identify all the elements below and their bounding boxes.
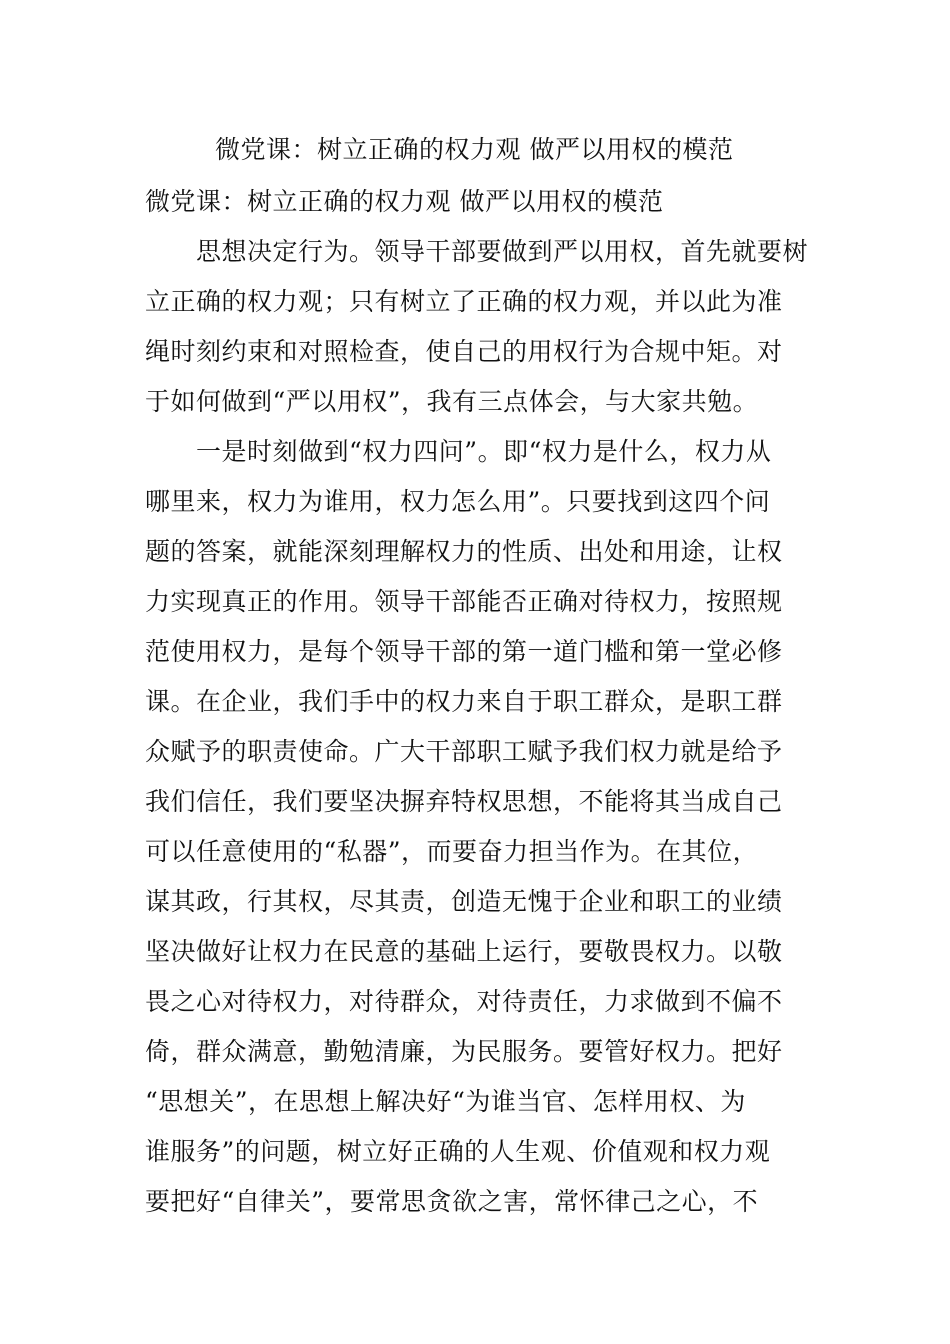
paragraph-line: 题的答案，就能深刻理解权力的性质、出处和用途，让权 (145, 537, 783, 566)
paragraph-line: “思想关”，在思想上解决好“为谁当官、怎样用权、为 (145, 1087, 746, 1116)
paragraph-line: 可以任意使用的“私器”，而要奋力担当作为。在其位， (145, 837, 759, 866)
paragraph-line: 众赋予的职责使命。广大干部职工赋予我们权力就是给予 (145, 737, 783, 766)
paragraph-line: 范使用权力，是每个领导干部的第一道门槛和第一堂必修 (145, 637, 783, 666)
paragraph-line: 课。在企业，我们手中的权力来自于职工群众，是职工群 (145, 687, 783, 716)
paragraph-line: 畏之心对待权力，对待群众，对待责任，力求做到不偏不 (145, 987, 783, 1016)
paragraph-line: 要把好“自律关”，要常思贪欲之害，常怀律己之心，不 (145, 1187, 759, 1216)
paragraph-line: 谁服务”的问题，树立好正确的人生观、价值观和权力观 (145, 1137, 771, 1166)
paragraph-line: 一是时刻做到“权力四问”。即“权力是什么，权力从 (145, 437, 772, 466)
paragraph-line: 立正确的权力观；只有树立了正确的权力观，并以此为准 (145, 287, 783, 316)
document-title: 微党课：树立正确的权力观 做严以用权的模范 (215, 135, 734, 164)
paragraph-line: 绳时刻约束和对照检查，使自己的用权行为合规中矩。对 (145, 337, 783, 366)
paragraph-line: 我们信任，我们要坚决摒弃特权思想，不能将其当成自己 (145, 787, 783, 816)
paragraph-line: 谋其政，行其权，尽其责，创造无愧于企业和职工的业绩 (145, 887, 783, 916)
paragraph-line: 哪里来，权力为谁用，权力怎么用”。只要找到这四个问 (145, 487, 771, 516)
subtitle-line: 微党课：树立正确的权力观 做严以用权的模范 (145, 187, 664, 216)
paragraph-line: 坚决做好让权力在民意的基础上运行，要敬畏权力。以敬 (145, 937, 783, 966)
paragraph-line: 于如何做到“严以用权”，我有三点体会，与大家共勉。 (145, 387, 759, 416)
paragraph-line: 思想决定行为。领导干部要做到严以用权，首先就要树 (145, 237, 809, 266)
paragraph-line: 倚，群众满意，勤勉清廉，为民服务。要管好权力。把好 (145, 1037, 783, 1066)
paragraph-line: 力实现真正的作用。领导干部能否正确对待权力，按照规 (145, 587, 783, 616)
